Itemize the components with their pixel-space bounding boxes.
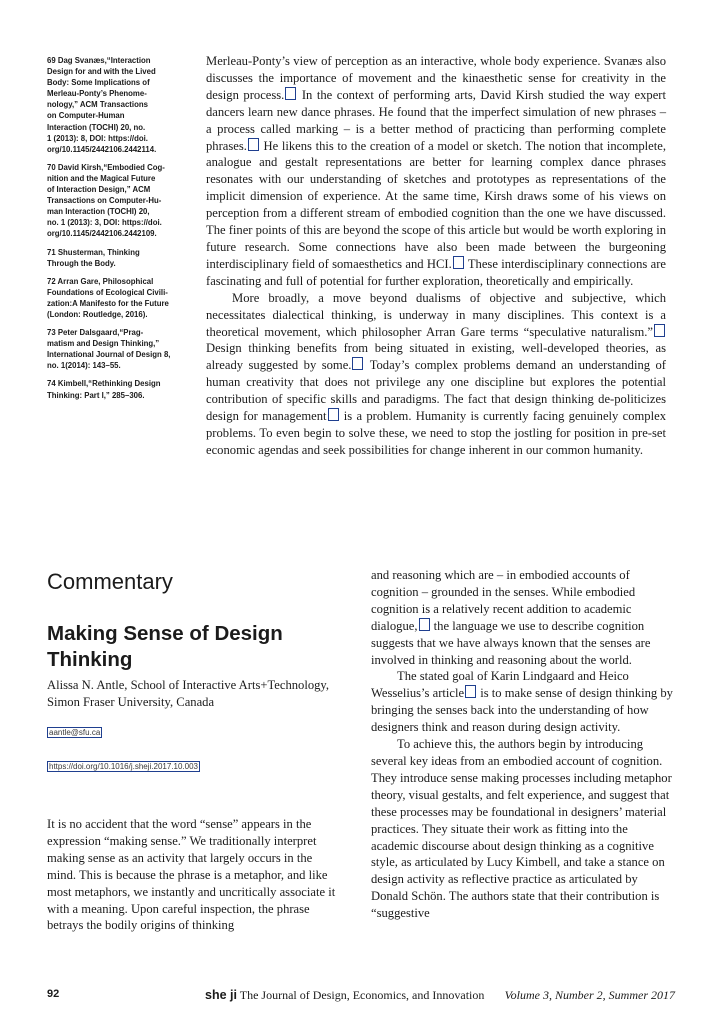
footnote-72: 72 Arran Gare, Philosophical Foundations of Ecological Civili- zation:A Manifesto for the Future (London: Routledge, 2016).	[47, 276, 169, 319]
footnote-73: 73 Peter Dalsgaard,“Prag- matism and Design Thinking,” International Journal of Design 8, no. 1(2014): 143–55.	[47, 328, 171, 371]
body-paragraph: It is no accident that the word “sense” appears in the expression “making sense.” We traditionally interpret making sense as an activity that largely occurs in the mind. This is because the phrase is a metaphor, and like most metaphors, we instantly and uncritically associate it with a meaning. Upon careful inspection, the phrase betrays the bodily origins of thinking	[47, 817, 336, 933]
footnote-ref-72[interactable]	[654, 324, 665, 337]
article-title: Making Sense of Design Thinking	[47, 622, 283, 671]
body-paragraph: Merleau-Ponty’s view of perception as an interactive, whole body experience. Svanæs also discusses the importance of movement and the kinaesthetic sense for creativity in the design process. In the context of performing arts, David Kirsh studied the way expert dancers learn new dance phrases. He found that the imperfect simulation of new phrases – a process called marking – is a better method of practicing than performing complete phrases. He likens this to the creation of a model or sketch. The notion that incomplete, analogue and gestalt representations are better for learning complex dance phrases resonates with our understanding of sketches and prototypes as representations of the implicit dimension of experience. At the same time, Kirsh draws some of his views on perception from a different stream of embodied cognition than the one we have discussed. The finer points of this are beyond the scope of this article but would be worth exploring in future research. Some connections have also been made between the burgeoning interdisciplinary field of somaesthetics and HCI. These interdisciplinary connections are fascinating and full of potential for further exploration, theoretically and empirically.	[206, 54, 666, 288]
page-number: 92	[47, 988, 60, 1000]
article-body-continuation	[206, 53, 666, 459]
body-paragraph: The stated goal of Karin Lindgaard and Heico Wesselius’s article is to make sense of design thinking by bringing the senses back into the understanding of how designers think and reason during design activity.	[371, 669, 673, 735]
body-paragraph: More broadly, a move beyond dualisms of objective and subjective, which necessitates dialectical thinking, is underway in many disciplines. This context is a theoretical movement, which philosopher Arran Gare terms “speculative naturalism.” Design thinking benefits from being situated in existing, well-developed theories, as already suggested by some. Today’s complex problems demand an understanding of human creativity that does not privilege any one discipline but explores the potential contribution of specific skills and paradigms. The fact that design thinking de-politicizes design for management is a problem. Humanity is currently facing genuinely complex problems. To even begin to solve these, we need to stop the jostling for position in pre-set economic agendas and seek possibilities for change inherent in our common humanity.	[206, 290, 666, 457]
footnote-ref-70[interactable]	[248, 138, 259, 151]
author-affiliation: Alissa N. Antle, School of Interactive Arts+Technology, Simon Fraser University, Canada	[47, 678, 330, 709]
doi-link-69b[interactable]: org/10.1145/2442106.2442114.	[47, 144, 157, 154]
footnote-ref-69[interactable]	[285, 87, 296, 100]
footnote-ref-73[interactable]	[352, 357, 363, 370]
doi-link[interactable]: https://doi.org/10.1016/j.sheji.2017.10.003	[49, 762, 198, 771]
journal-brand: she ji	[205, 988, 237, 1002]
footnote-71: 71 Shusterman, Thinking Through the Body.	[47, 247, 140, 268]
footnote-70: 70 David Kirsh,“Embodied Cog- nition and the Magical Future of Interaction Design,” ACM Transactions on Computer-Hu- man Interaction (TOCHI) 20, no. 1 (2013): 3, DOI: https://doi. org/10.1145/2442106.2442109.	[47, 162, 189, 240]
sidenotes	[47, 55, 189, 408]
footnote-ref-71[interactable]	[453, 256, 464, 269]
journal-name: she ji The Journal of Design, Economics, and Innovation	[205, 988, 485, 1002]
doi-link-69a[interactable]: 1 (2013): 8, DOI: https://doi.	[47, 133, 148, 143]
commentary-left-column	[47, 816, 343, 934]
footnote-69: 69 Dag Svanæs,“Interaction Design for and with the Lived Body: Some Implications of Merleau-Ponty’s Phenome- nology,” ACM Transactions on Computer-Human Interaction (TOCHI) 20, no. 1 (2013): 8, DOI: https://doi. org/10.1145/2442106.2442114.	[47, 55, 189, 155]
doi-link-70a[interactable]: no. 1 (2013): 3, DOI: https://doi.	[47, 218, 162, 228]
body-paragraph: and reasoning which are – in embodied accounts of cognition – grounded in the senses. While embodied cognition is a relatively recent addition to academic dialogue, the language we use to describe cognition suggests that we have always known that the senses are involved in thinking and reasoning about the world.	[371, 568, 651, 667]
footnote-74: 74 Kimbell,“Rethinking Design Thinking: Part I,” 285–306.	[47, 379, 161, 400]
email-link[interactable]: aantle@sfu.ca	[49, 728, 101, 737]
commentary-right-column	[371, 567, 673, 922]
footnote-ref-74[interactable]	[328, 408, 339, 421]
page-footer	[47, 988, 675, 1006]
footnote-ref[interactable]	[465, 685, 476, 698]
body-paragraph: To achieve this, the authors begin by introducing several key ideas from an embodied account of cognition. They introduce sense making processes including metaphor theory, visual gestalts, and felt experience, and suggest that these processes may be foundational in designers’ material practices. They situate their work as fitting into the academic discourse about design thinking as a cognitive style, as articulated by Lucy Kimbell, and take a stance on design activity as reflective practice as articulated by Donald Schön. The authors state that their contribution is “suggestive	[371, 737, 672, 921]
doi-link-70b[interactable]: org/10.1145/2442106.2442109.	[47, 229, 157, 239]
footnote-ref[interactable]	[419, 618, 430, 631]
section-label: Commentary	[47, 569, 173, 594]
issue-info: Volume 3, Number 2, Summer 2017	[504, 988, 675, 1002]
